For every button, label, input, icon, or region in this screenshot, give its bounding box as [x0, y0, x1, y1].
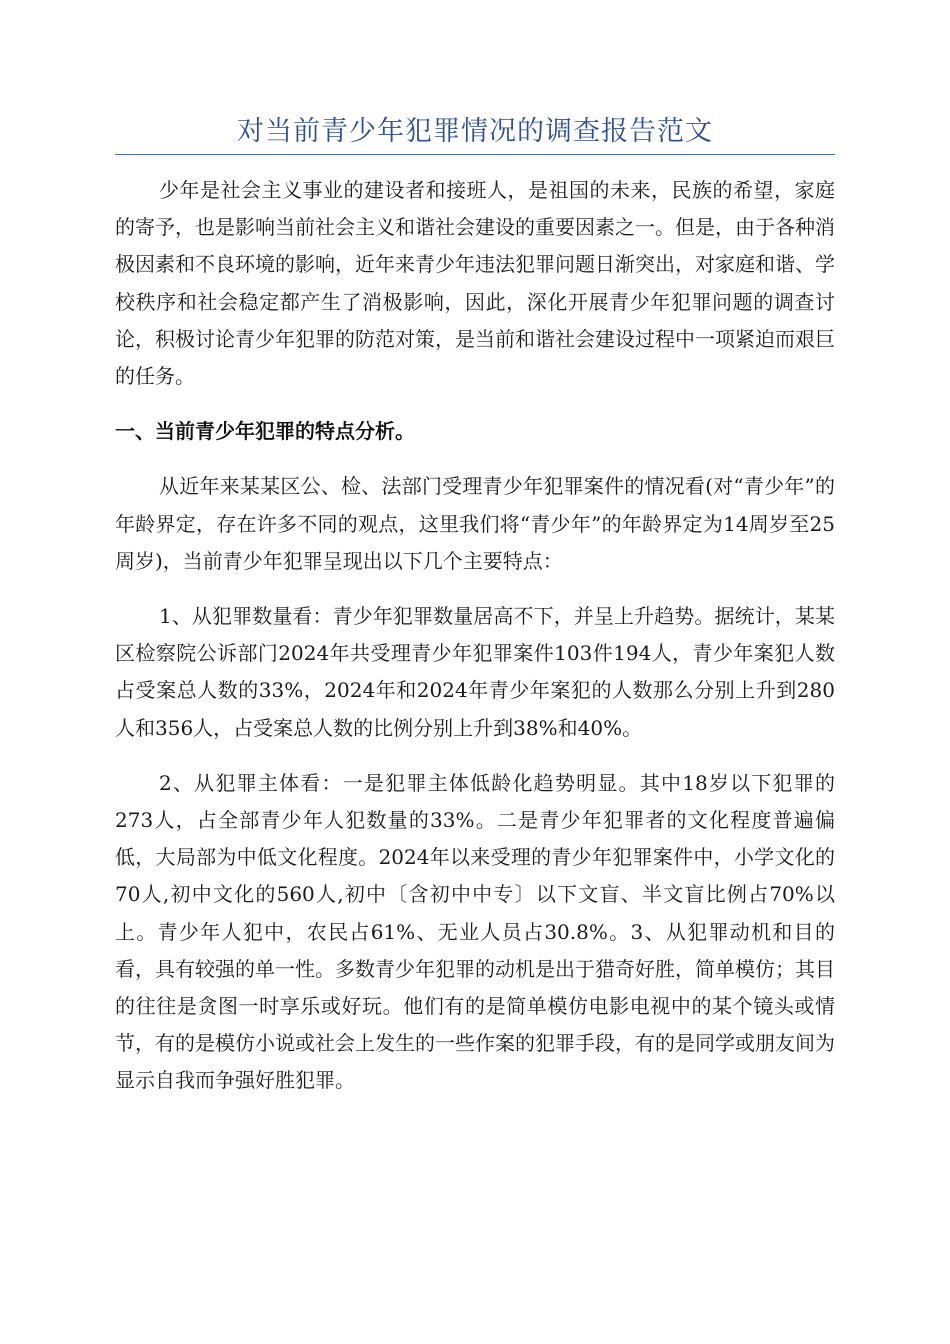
point-2-paragraph: 2、从犯罪主体看：一是犯罪主体低龄化趋势明显。其中18岁以下犯罪的273人，占全部青少年人犯数量的33%。二是青少年犯罪者的文化程度普遍偏低，大局部为中低文化程度。2024年以来受理的青少年犯罪案件中，小学文化的70人,初中文化的560人,初中〔含初中中专〕以下文盲、半文盲比例占70%以上。青少年人犯中，农民占61%、无业人员占30.8%。3、从犯罪动机和目的看，具有较强的单一性。多数青少年犯罪的动机是出于猎奇好胜，简单模仿；其目的往往是贪图一时享乐或好玩。他们有的是简单模仿电影电视中的某个镜头或情节，有的是模仿小说或社会上发生的一些作案的犯罪手段，有的是同学或朋友间为显示自我而争强好胜犯罪。 — [115, 770, 835, 1093]
section-heading: 一、当前青少年犯罪的特点分析。 — [115, 419, 415, 444]
point-1-paragraph: 1、从犯罪数量看：青少年犯罪数量居高不下，并呈上升趋势。据统计，某某区检察院公诉部门2024年共受理青少年犯罪案件103件194人，青少年案犯人数占受案总人数的33%，2024年和2024年青少年案犯的人数那么分别上升到280人和356人，占受案总人数的比例分别上升到38%和40%。 — [115, 604, 835, 740]
document-title: 对当前青少年犯罪情况的调查报告范文 — [237, 116, 713, 147]
document-body — [115, 172, 835, 1100]
title-underline — [115, 154, 835, 155]
intro-paragraph: 少年是社会主义事业的建设者和接班人，是祖国的未来，民族的希望，家庭的寄予，也是影响当前社会主义和谐社会建设的重要因素之一。但是，由于各种消极因素和不良环境的影响，近年来青少年违法犯罪问题日渐突出，对家庭和谐、学校秩序和社会稳定都产生了消极影响，因此，深化开展青少年犯罪问题的调查讨论，积极讨论青少年犯罪的防范对策，是当前和谐社会建设过程中一项紧迫而艰巨的任务。 — [115, 178, 835, 389]
section-intro-paragraph: 从近年来某某区公、检、法部门受理青少年犯罪案件的情况看(对“青少年”的年龄界定，存在许多不同的观点，这里我们将“青少年”的年龄界定为14周岁至25周岁)，当前青少年犯罪呈现出以下几个主要特点： — [115, 474, 835, 573]
